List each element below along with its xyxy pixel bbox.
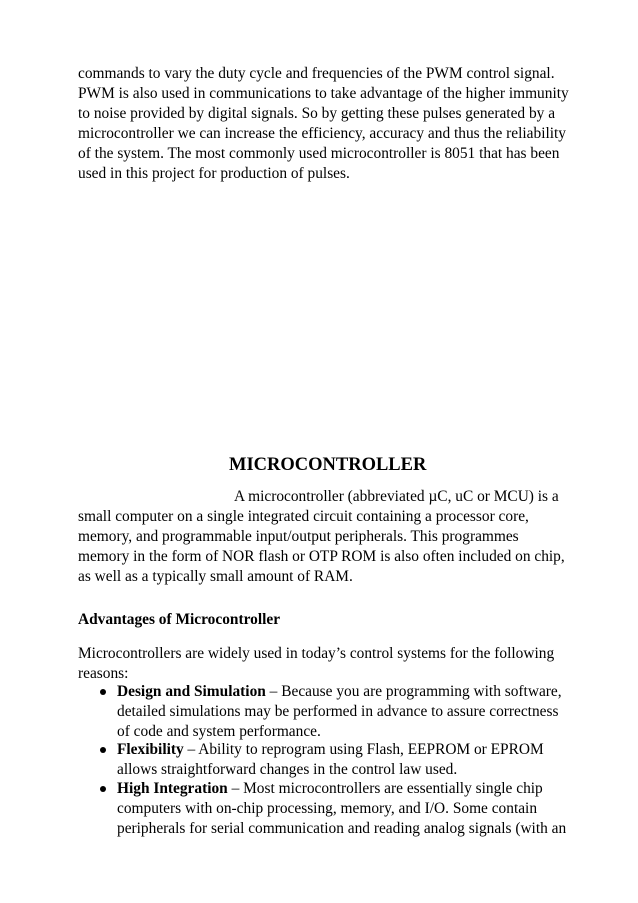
list-item-text: of code and system performance. (117, 723, 321, 740)
list-item-first-line (117, 740, 544, 760)
advantages-intro-line: Microcontrollers are widely used in today’s control systems for the following (78, 645, 555, 662)
bullet-icon (100, 747, 106, 753)
intro-line: of the system. The most commonly used microcontroller is 8051 that has been (78, 145, 560, 162)
intro-line: microcontroller we can increase the efficiency, accuracy and thus the reliability (78, 125, 566, 142)
list-item-first-line (117, 682, 562, 702)
list-item-term: Design and Simulation (117, 683, 266, 700)
list-item-text: peripherals for serial communication and reading analog signals (with an (117, 820, 567, 837)
bullet-icon (100, 689, 106, 695)
list-item-text: detailed simulations may be performed in advance to assure correctness (117, 703, 559, 720)
intro-line: to noise provided by digital signals. So by getting these pulses generated by a (78, 105, 556, 122)
definition-line: memory in the form of NOR flash or OTP ROM is also often included on chip, (78, 548, 565, 565)
definition-line: small computer on a single integrated circuit containing a processor core, (78, 508, 529, 525)
intro-line: PWM is also used in communications to take advantage of the higher immunity (78, 85, 569, 102)
intro-line: commands to vary the duty cycle and frequencies of the PWM control signal. (78, 65, 555, 82)
intro-line: used in this project for production of pulses. (78, 165, 350, 182)
list-item-term: Flexibility (117, 741, 184, 758)
advantages-intro-line: reasons: (78, 665, 129, 682)
list-item-text: – Ability to reprogram using Flash, EEPROM or EPROM (183, 741, 544, 758)
list-item-first-line (117, 779, 543, 799)
list-item-text: – Because you are programming with software, (265, 683, 562, 700)
advantages-heading: Advantages of Microcontroller (78, 611, 281, 628)
list-item-term: High Integration (117, 780, 228, 797)
definition-line: memory, and programmable input/output peripherals. This programmes (78, 528, 519, 545)
section-heading: MICROCONTROLLER (229, 455, 427, 475)
list-item-text: computers with on-chip processing, memory, and I/O. Some contain (117, 800, 538, 817)
list-item-text: – Most microcontrollers are essentially single chip (227, 780, 543, 797)
list-item-text: allows straightforward changes in the control law used. (117, 761, 458, 778)
bullet-icon (100, 786, 106, 792)
definition-line: as well as a typically small amount of RAM. (78, 568, 353, 585)
definition-line: A microcontroller (abbreviated µC, uC or MCU) is a (234, 488, 559, 505)
